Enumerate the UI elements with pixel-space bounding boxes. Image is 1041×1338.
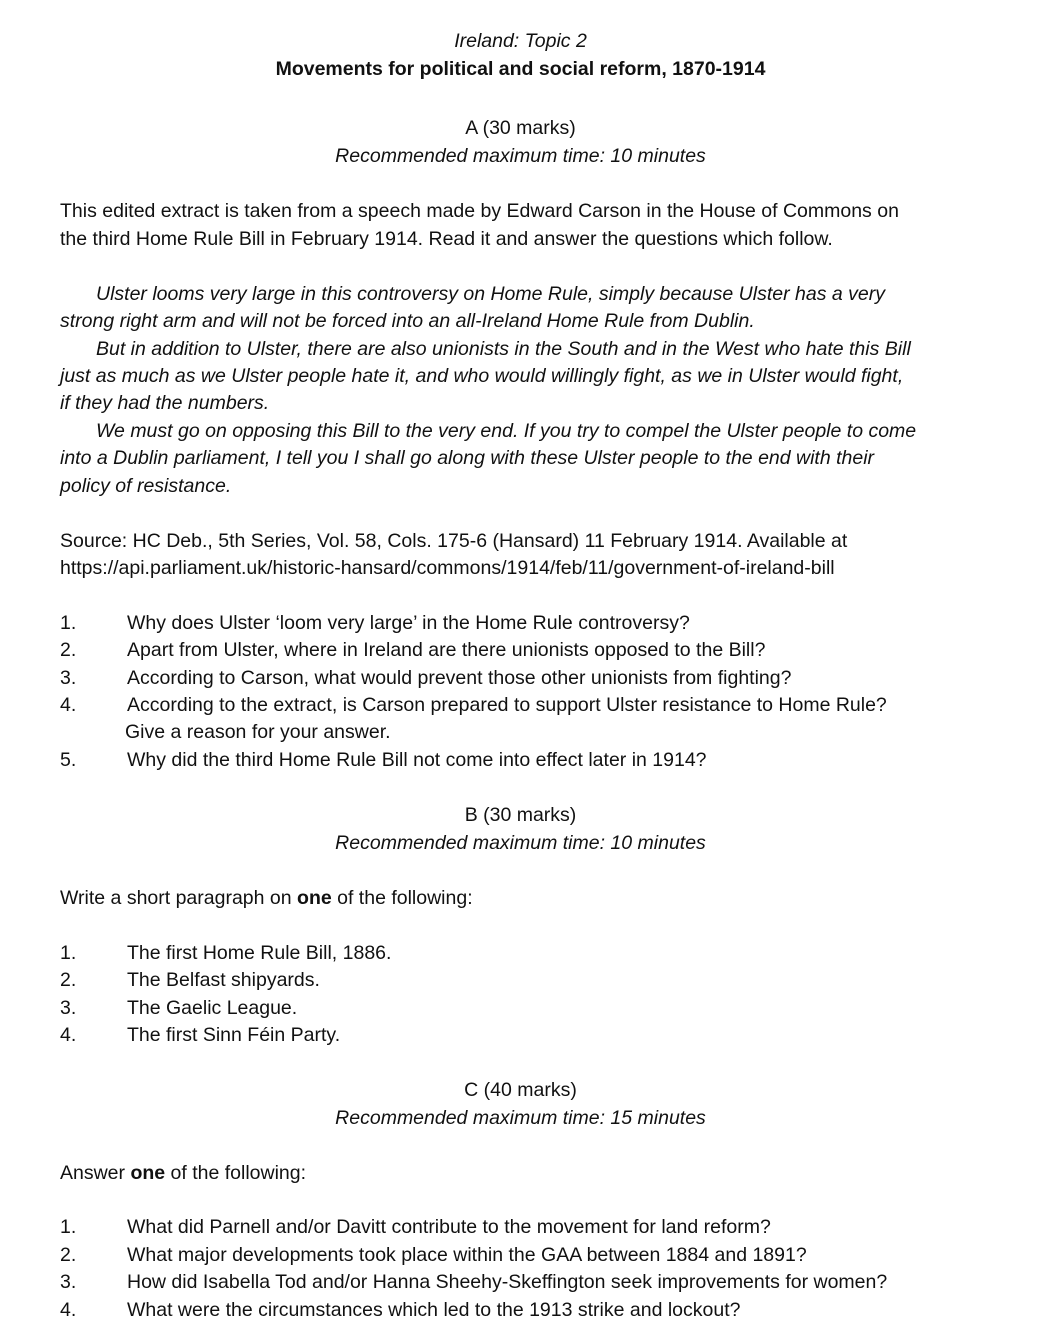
instruction-text: Write a short paragraph on (60, 887, 298, 909)
item-text: How did Isabella Tod and/or Hanna Sheehy-Skeffington seek improvements for women? (127, 1271, 888, 1293)
source-line: Source: HC Deb., 5th Series, Vol. 58, Cols. 175-6 (Hansard) 11 February 1914. Available at (60, 530, 848, 552)
section-b-instruction (60, 887, 473, 910)
section-b-heading: B (30 marks) (464, 804, 577, 826)
item-number: 2. (60, 1244, 77, 1266)
page-title: Movements for political and social reform, 1870-1914 (275, 58, 766, 80)
question-text: Why did the third Home Rule Bill not come into effect later in 1914? (127, 749, 707, 771)
extract-line: just as much as we Ulster people hate it, and who would willingly fight, as we in Ulster would fight, (60, 365, 904, 387)
extract-line: policy of resistance. (60, 475, 232, 497)
instruction-text: of the following: (165, 1162, 307, 1184)
item-text: The Belfast shipyards. (127, 969, 320, 991)
section-c-heading: C (40 marks) (464, 1079, 577, 1101)
extract-line: into a Dublin parliament, I tell you I shall go along with these Ulster people to the end with their (60, 447, 875, 469)
section-a-time: Recommended maximum time: 10 minutes (335, 145, 706, 167)
question-number: 4. (60, 694, 77, 716)
question-text-continued: Give a reason for your answer. (125, 721, 391, 743)
question-text: According to the extract, is Carson prepared to support Ulster resistance to Home Rule? (127, 694, 887, 716)
item-text: What major developments took place within the GAA between 1884 and 1891? (127, 1244, 807, 1266)
extract-line: But in addition to Ulster, there are also unionists in the South and in the West who hate this Bill (96, 338, 911, 360)
item-number: 3. (60, 997, 77, 1019)
topic-label: Ireland: Topic 2 (454, 30, 587, 52)
question-text: According to Carson, what would prevent those other unionists from fighting? (127, 667, 792, 689)
instruction-emphasis: one (130, 1162, 166, 1184)
section-a-heading: A (30 marks) (465, 117, 576, 139)
question-number: 1. (60, 612, 77, 634)
item-number: 3. (60, 1271, 77, 1293)
instruction-text: of the following: (331, 887, 473, 909)
extract-line: strong right arm and will not be forced into an all-Ireland Home Rule from Dublin. (60, 310, 755, 332)
intro-line: the third Home Rule Bill in February 1914. Read it and answer the questions which follow. (60, 228, 833, 250)
item-number: 4. (60, 1024, 77, 1046)
question-number: 3. (60, 667, 77, 689)
extract-line: We must go on opposing this Bill to the very end. If you try to compel the Ulster people to come (96, 420, 917, 442)
question-number: 5. (60, 749, 77, 771)
item-number: 4. (60, 1299, 77, 1321)
instruction-emphasis: one (297, 887, 332, 909)
intro-line: This edited extract is taken from a speech made by Edward Carson in the House of Commons on (60, 200, 899, 222)
item-text: The first Sinn Féin Party. (127, 1024, 341, 1046)
source-url: https://api.parliament.uk/historic-hansard/commons/1914/feb/11/government-of-ireland-bill (60, 557, 835, 579)
section-c-instruction (60, 1162, 306, 1185)
question-text: Why does Ulster ‘loom very large’ in the Home Rule controversy? (127, 612, 690, 634)
question-number: 2. (60, 639, 77, 661)
section-b-time: Recommended maximum time: 10 minutes (335, 832, 706, 854)
item-text: The Gaelic League. (127, 997, 298, 1019)
extract-line: if they had the numbers. (60, 392, 270, 414)
item-text: What were the circumstances which led to the 1913 strike and lockout? (127, 1299, 741, 1321)
item-number: 1. (60, 1216, 77, 1238)
question-text: Apart from Ulster, where in Ireland are there unionists opposed to the Bill? (127, 639, 766, 661)
item-number: 2. (60, 969, 77, 991)
extract-line: Ulster looms very large in this controversy on Home Rule, simply because Ulster has a very (96, 283, 885, 305)
item-number: 1. (60, 942, 77, 964)
section-c-time: Recommended maximum time: 15 minutes (335, 1107, 706, 1129)
item-text: The first Home Rule Bill, 1886. (127, 942, 392, 964)
instruction-text: Answer (60, 1162, 131, 1184)
item-text: What did Parnell and/or Davitt contribute to the movement for land reform? (127, 1216, 771, 1238)
